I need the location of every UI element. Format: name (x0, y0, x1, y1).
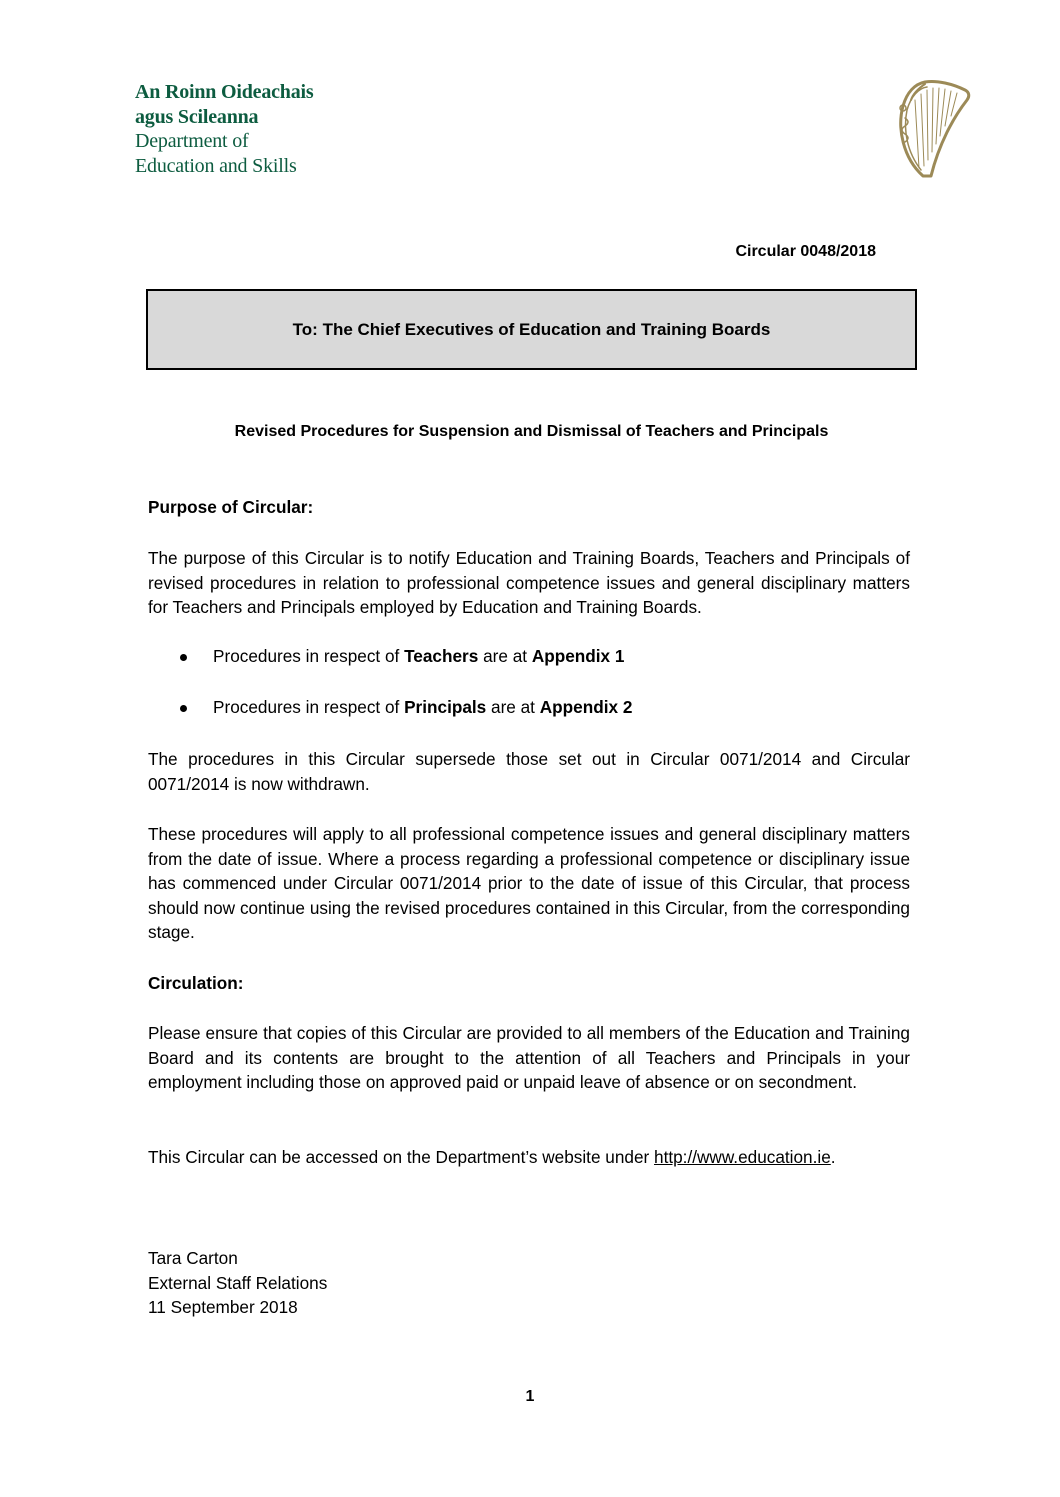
bullet-icon (180, 654, 187, 661)
page-number: 1 (525, 1388, 535, 1405)
appendix-list-2 (180, 697, 632, 721)
english-name-line-2: Education and Skills (135, 154, 297, 177)
supersede-paragraph: The procedures in this Circular supersede those set out in Circular 0071/2014 and Circular 0071/2014 is now withdrawn. (148, 749, 910, 794)
circular-number: Circular 0048/2018 (735, 243, 876, 260)
circular-title: Revised Procedures for Suspension and Dismissal of Teachers and Principals (234, 423, 829, 440)
circulation-heading: Circulation: (148, 973, 244, 993)
signatory-name: Tara Carton (148, 1248, 238, 1268)
signatory-unit: External Staff Relations (148, 1272, 328, 1293)
bullet-icon (180, 705, 187, 712)
english-name-line-1: Department of (135, 130, 249, 152)
signature-block (148, 1246, 327, 1320)
access-paragraph: This Circular can be accessed on the Department’s website under http://www.education.ie. (148, 1147, 836, 1167)
addressee-text: To: The Chief Executives of Education and Training Boards (292, 319, 771, 339)
irish-name-line-2: agus Scileanna (135, 105, 259, 128)
harp-icon (893, 78, 973, 180)
apply-paragraph: These procedures will apply to all professional competence issues and general disciplinary matters from the date of issue. Where a process regarding a professional competence or disciplinary issue has commenced under Circular 0071/2014 prior to the date of issue of this Circular, that process should now continue using the revised procedures contained in this Circular, from the corresponding stage. (148, 824, 910, 942)
list-item: Procedures in respect of Teachers are at Appendix 1 (180, 646, 624, 670)
purpose-heading: Purpose of Circular: (148, 497, 314, 517)
department-header (135, 80, 313, 178)
list-item: Procedures in respect of Principals are at Appendix 2 (180, 697, 632, 721)
appendix-list (180, 646, 624, 670)
addressee-box (146, 289, 917, 370)
purpose-paragraph: The purpose of this Circular is to notify Education and Training Boards, Teachers and Principals of revised procedures in relation to professional competence issues and general disciplinary matters for Teachers and Principals employed by Education and Training Boards. (148, 548, 910, 617)
website-link[interactable]: http://www.education.ie (654, 1147, 831, 1167)
signature-date: 11 September 2018 (148, 1297, 298, 1317)
circulation-paragraph: Please ensure that copies of this Circular are provided to all members of the Education and Training Board and its contents are brought to the attention of all Teachers and Principals in your employment including those on approved paid or unpaid leave of absence or on secondment. (148, 1023, 910, 1092)
irish-name-line-1: An Roinn Oideachais (135, 81, 314, 103)
